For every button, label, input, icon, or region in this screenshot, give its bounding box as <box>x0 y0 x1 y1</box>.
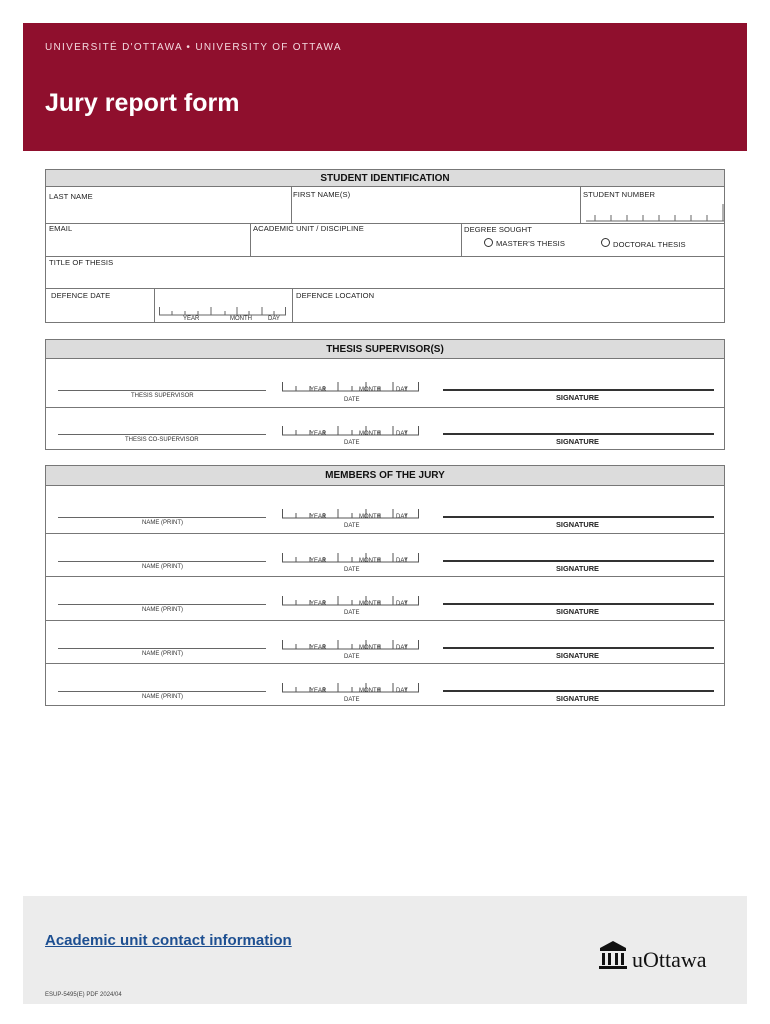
building-icon <box>599 940 627 970</box>
jury-member-2-signature-field[interactable] <box>443 560 714 562</box>
student-identification-header: STUDENT IDENTIFICATION <box>46 170 724 187</box>
jury-member-5-year-label: YEAR <box>310 688 327 694</box>
supervisor-signature-field[interactable] <box>443 389 714 391</box>
jury-member-4-name-label: NAME (PRINT) <box>142 651 183 657</box>
thesis-supervisors-section <box>45 339 725 450</box>
jury-member-2-day-label: DAY <box>396 558 408 564</box>
thesis-title-label: TITLE OF THESIS <box>49 258 114 267</box>
masters-label: MASTER'S THESIS <box>496 239 566 248</box>
defence-year-label: YEAR <box>183 316 200 322</box>
last-name-field[interactable] <box>47 200 290 222</box>
jury-member-4-month-label: MONTH <box>359 645 381 651</box>
student-identification-section <box>45 169 725 323</box>
supervisor-date-label: DATE <box>344 397 360 403</box>
jury-member-1-year-label: YEAR <box>310 514 327 520</box>
jury-member-4-day-label: DAY <box>396 645 408 651</box>
email-field[interactable] <box>47 234 247 255</box>
supervisor-name-label: THESIS SUPERVISOR <box>131 393 194 399</box>
student-number-field[interactable] <box>586 204 724 222</box>
jury-member-5-day-label: DAY <box>396 688 408 694</box>
jury-member-3-day-label: DAY <box>396 601 408 607</box>
jury-member-3-year-label: YEAR <box>310 601 327 607</box>
jury-member-5-date-label: DATE <box>344 697 360 703</box>
university-name: UNIVERSITÉ D'OTTAWA • UNIVERSITY OF OTTAWA <box>45 42 342 53</box>
jury-member-5-name-field[interactable] <box>58 691 266 692</box>
jury-member-3-signature-field[interactable] <box>443 603 714 605</box>
jury-member-4-date-label: DATE <box>344 654 360 660</box>
jury-member-4-name-field[interactable] <box>58 648 266 649</box>
co-supervisor-signature-field[interactable] <box>443 433 714 435</box>
jury-member-3-signature-label: SIGNATURE <box>556 607 599 616</box>
jury-member-4-signature-field[interactable] <box>443 647 714 649</box>
jury-member-2-name-field[interactable] <box>58 561 266 562</box>
jury-member-3-date-label: DATE <box>344 610 360 616</box>
co-supervisor-name-field[interactable] <box>58 434 266 435</box>
jury-member-1-month-label: MONTH <box>359 514 381 520</box>
jury-member-1-signature-field[interactable] <box>443 516 714 518</box>
jury-member-2-year-label: YEAR <box>310 558 327 564</box>
jury-member-3-name-label: NAME (PRINT) <box>142 607 183 613</box>
co-supervisor-date-label: DATE <box>344 440 360 446</box>
header-banner <box>23 23 747 151</box>
degree-sought-label: DEGREE SOUGHT <box>464 225 532 234</box>
jury-member-4-year-label: YEAR <box>310 645 327 651</box>
thesis-title-field[interactable] <box>47 267 723 287</box>
supervisor-signature-label: SIGNATURE <box>556 393 599 402</box>
footer <box>23 896 747 1004</box>
jury-member-4-signature-label: SIGNATURE <box>556 651 599 660</box>
doctoral-label: DOCTORAL THESIS <box>613 240 686 249</box>
defence-date-field[interactable] <box>159 304 287 316</box>
thesis-supervisors-header: THESIS SUPERVISOR(S) <box>46 340 724 359</box>
co-supervisor-name-label: THESIS CO-SUPERVISOR <box>125 437 199 443</box>
academic-unit-contact-title: Academic unit contact information <box>45 932 292 949</box>
page-title: Jury report form <box>45 89 240 117</box>
first-names-field[interactable] <box>293 200 578 222</box>
first-names-label: FIRST NAME(S) <box>293 190 351 199</box>
defence-month-label: MONTH <box>230 316 252 322</box>
jury-member-3-name-field[interactable] <box>58 604 266 605</box>
jury-member-1-signature-label: SIGNATURE <box>556 520 599 529</box>
masters-radio[interactable] <box>484 238 493 247</box>
jury-member-1-day-label: DAY <box>396 514 408 520</box>
jury-member-2-signature-label: SIGNATURE <box>556 564 599 573</box>
jury-members-header: MEMBERS OF THE JURY <box>46 466 724 486</box>
supervisor-name-field[interactable] <box>58 390 266 391</box>
supervisor-year-label: YEAR <box>310 387 327 393</box>
jury-member-5-month-label: MONTH <box>359 688 381 694</box>
co-supervisor-signature-label: SIGNATURE <box>556 437 599 446</box>
defence-location-label: DEFENCE LOCATION <box>296 291 375 300</box>
defence-location-field[interactable] <box>296 301 723 321</box>
doctoral-radio[interactable] <box>601 238 610 247</box>
jury-member-2-date-label: DATE <box>344 567 360 573</box>
academic-unit-field[interactable] <box>253 234 458 255</box>
jury-member-2-name-label: NAME (PRINT) <box>142 564 183 570</box>
academic-unit-label: ACADEMIC UNIT / DISCIPLINE <box>253 224 364 233</box>
jury-member-5-signature-label: SIGNATURE <box>556 694 599 703</box>
co-supervisor-month-label: MONTH <box>359 431 381 437</box>
jury-member-1-name-label: NAME (PRINT) <box>142 520 183 526</box>
co-supervisor-day-label: DAY <box>396 431 408 437</box>
last-name-label: LAST NAME <box>49 192 93 201</box>
uottawa-logo-text: uOttawa <box>632 947 707 972</box>
co-supervisor-year-label: YEAR <box>310 431 327 437</box>
jury-member-5-name-label: NAME (PRINT) <box>142 694 183 700</box>
supervisor-month-label: MONTH <box>359 387 381 393</box>
jury-member-3-month-label: MONTH <box>359 601 381 607</box>
defence-day-label: DAY <box>268 316 280 322</box>
jury-member-2-month-label: MONTH <box>359 558 381 564</box>
email-label: EMAIL <box>49 224 73 233</box>
jury-member-1-date-label: DATE <box>344 523 360 529</box>
defence-date-label: DEFENCE DATE <box>51 291 111 300</box>
jury-member-1-name-field[interactable] <box>58 517 266 518</box>
student-number-label: STUDENT NUMBER <box>583 190 656 199</box>
jury-member-5-signature-field[interactable] <box>443 690 714 692</box>
jury-members-section <box>45 465 725 706</box>
form-code: ESUP-5495(E) PDF 2024/04 <box>45 992 122 998</box>
supervisor-day-label: DAY <box>396 387 408 393</box>
